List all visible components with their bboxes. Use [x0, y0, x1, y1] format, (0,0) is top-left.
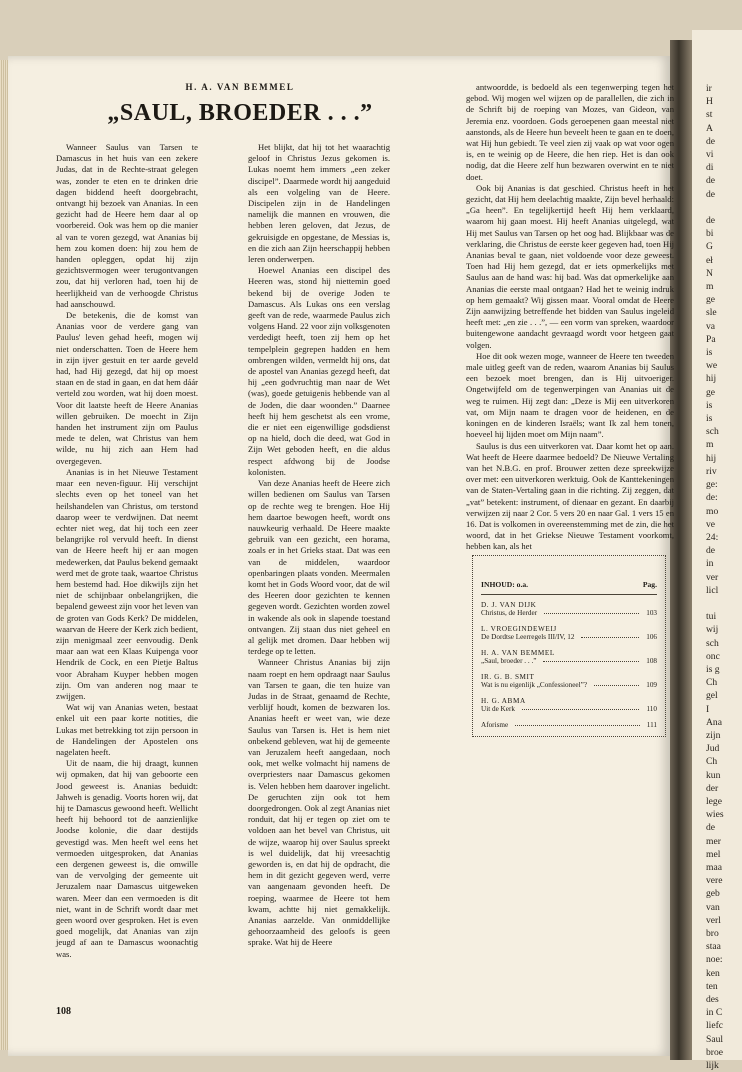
- toc-title: Wat is nu eigenlijk „Confessioneel”?: [481, 681, 588, 689]
- facing-page-line: m: [706, 439, 714, 451]
- paragraph: Hoewel Ananias een discipel des Heeren was, stond hij niettemin goed bekend bij de overige Joden te Damascus. Als Lukas ons een verslag geeft van de rede, waarmede Paulus zich volgens Hand. 22 voor zijn volksgenoten verdedigt heeft, toen zij hem op het tempelplein gegrepen hadden en hem ombrengen wilden, vermeldt hij ons, dat de apostel van Ananias gezegd heeft, dat hij „een godvruchtig man naar de Wet (was), goede getuigenis hebbende van al de Joden, die daar woonden.” Daarnee heeft hij hem geschetst als een vrome, die er niet een eigenwillige godsdienst op na hield, doch die deed, wat God in Zijn Wet geboden heeft, en die aldus respect afdwong bij de Joodse kolonisten.: [248, 265, 390, 477]
- toc-author: H. A. VAN BEMMEL: [481, 649, 555, 657]
- facing-page-line: is: [706, 413, 713, 425]
- facing-page-line: sle: [706, 307, 717, 319]
- facing-page-line: vere: [706, 875, 723, 887]
- facing-page-line: st: [706, 109, 713, 121]
- facing-page-line: der: [706, 782, 719, 794]
- toc-author: IR. G. B. SMIT: [481, 673, 535, 681]
- facing-page-line: ten: [706, 980, 718, 992]
- facing-page-line: gel: [706, 690, 718, 702]
- facing-page-line: maa: [706, 861, 722, 873]
- facing-page-line: is g: [706, 663, 720, 675]
- facing-page-line: de:: [706, 492, 718, 504]
- facing-page-line: [692, 201, 742, 214]
- facing-page-line: liefc: [706, 1020, 724, 1032]
- toc-page: 110: [646, 705, 657, 713]
- facing-page-line: hij: [706, 452, 717, 464]
- facing-page-line: noe:: [706, 954, 723, 966]
- text-column-1: [56, 142, 198, 960]
- facing-page-line: we: [706, 360, 718, 372]
- facing-page-line: N: [706, 267, 713, 279]
- facing-page-line: is: [706, 399, 713, 411]
- facing-page-line: [692, 597, 742, 610]
- paragraph: Wanneer Saulus van Tarsen te Damascus in het huis van een zekere Judas, dat in de Rechte-straat gelegen was, zonder te eten en te drinken drie dagen biddend heeft doorgebracht, ontvangt hij bezoek van Ananias. In een gezicht had de Heere hem daar al op voorbereid. Ook was hem op die manier al van te voren gezegd, wat Ananias bij hem zou komen doen: hij zou hem de handen opleggen, opdat hij zijn gezichtsvermogen weer terugontvangen zou, dat hij verloren had, toen hij de heerlijkheid van de verhoogde Christus had aanschouwd.: [56, 142, 198, 309]
- facing-page-line: ge: [706, 294, 716, 306]
- paragraph: Wanneer Christus Ananias bij zijn naam roept en hem opdraagt naar Saulus van Tarsen te gaan, die ten huize van Judas in de Straat, genaamd de Rechte, verblijf houdt, komen de bezwaren los. Ananias heeft er weet van, wie deze Saulus van Tarsen is. Het is hem niet onbekend gebleven, wat hij de gemeente van Jeruzalem heeft aangedaan, noch ook, met welke volmacht hij namens de overpriesters naar Damascus gekomen is. Velen hebben hem daarover ingelicht. De geruchten zijn ook tot hem doorgedrongen. Ook al zegt Ananias niet ronduit, dat hij er tegen op ziet om te voldoen aan het bevel van Christus, uit de wijze, waarop hij over Saulus spreekt is wel duidelijk, dat hij vreesachtig geworden is, en dat hij de opdracht, die hem in dit gezicht gegeven werd, verre van aangenaam gevonden heeft. De roeping, waarmee de Heere tot hem kwam, achtte hij niet gemakkelijk. Ananias aarzelde. Van onmiddellijke gehoorzaamheid des geloofs is geen sprake. Wat hij de Heere: [248, 657, 390, 948]
- facing-page-line: m: [706, 281, 714, 293]
- paragraph: Het blijkt, dat hij tot het waarachtig geloof in Christus Jezus gekomen is. Lukas noemt hem immers „een zeker discipel”. Daarmede wordt hij aangeduid als een volgeling van de Heere. Discipelen zijn in de Handelingen namelijk die mannen en vrouwen, die hebben leren geloven, dat Jezus, de gekruisigde en opgestane, de Messias is, en die zich aan Zijn heerschappij hebben leren onderwerpen.: [248, 142, 390, 265]
- facing-page-line: zijn: [706, 729, 721, 741]
- article-author: H. A. VAN BEMMEL: [185, 82, 295, 92]
- facing-page-line: mer: [706, 835, 721, 847]
- facing-page-line: ver: [706, 571, 719, 583]
- toc-page: 103: [646, 609, 657, 617]
- facing-page-line: de: [706, 188, 716, 200]
- toc-author: H. G. ABMA: [481, 697, 526, 705]
- facing-page-line: de: [706, 545, 716, 557]
- facing-page-line: des: [706, 994, 719, 1006]
- toc-page: 109: [646, 681, 657, 689]
- facing-page-line: Ana: [706, 716, 722, 728]
- toc-title: Christus, de Herder: [481, 609, 538, 617]
- facing-page-line: lijk: [706, 1060, 719, 1072]
- paragraph: Hoe dit ook wezen moge, wanneer de Heere ten tweeden male uitleg geeft van de reden, waarom Ananias bij Saulus een bezoek moet brengen, dan is Hij uitvoeriger. Ongetwijfeld om de tegenwerpingen van Ananias uit de weg te ruimen. Hij zegt dan: „Deze is Mij een uitverkoren vat, om Mijn naam te dragen voor de heidenen, en de koningen en de kinderen Israëls; want Ik zal hem tonen, hoeveel hij lijden moet om Mijn naam”.: [466, 350, 674, 440]
- facing-page-line: kun: [706, 769, 721, 781]
- facing-page-line: vi: [706, 149, 714, 161]
- facing-page-line: H: [706, 96, 713, 108]
- toc-title: Aforisme: [481, 721, 509, 729]
- facing-page-line: G: [706, 241, 713, 253]
- paragraph: Uit de naam, die hij draagt, kunnen wij opmaken, dat hij van geboorte een Jood geweest is. Ananias beduidt: Jahweh is genadig. Voorts horen wij, dat hij te Damascus gewoond heeft. Wellicht heeft hij behoord tot de aanzienlijke Joodse kolonie, die daar destijds gevestigd was. Men heeft wel eens het vermoeden uitgesproken, dat Ananias een dergenen geweest is, die omwille van de vervolging der gemeente uit Jeruzalem naar Damascus uitgeweken waren. Meer dan een vermoeden is dit niet, want in de Schrift wordt daar met geen woord over gesproken. Het is even goed mogelijk, dat Ananias van zijn jeugd af aan te Damascus woonachtig was.: [56, 758, 198, 959]
- facing-page-line: hij: [706, 373, 717, 385]
- article-title: „SAUL, BROEDER . . .”: [107, 100, 373, 126]
- facing-page-line: I: [706, 703, 710, 715]
- toc-entry[interactable]: [481, 673, 657, 689]
- facing-page-line: di: [706, 162, 714, 174]
- facing-page-line: staa: [706, 941, 721, 953]
- facing-page-line: Jud: [706, 743, 720, 755]
- facing-page-line: Ch: [706, 677, 718, 689]
- paragraph: Ananias is in het Nieuwe Testament maar een neven-figuur. Hij verschijnt slechts even op het toneel van het heilshandelen van Christus, om terstond daarop weer te verdwijnen. Dat neemt echter niet weg, dat hij toch een zeer belangrijke rol vervuld heeft. In dienst van de Heere heeft hij er aan mogen medewerken, dat Paulus bekend gemaakt werd met de grote taak, waartoe Christus hem bestemd had. Hoe dikwijls zijn het niet de schijnbaar onbelangrijken, die bepalend geweest zijn voor het leven van de groten van Gods Kerk? De middelen, waarvan de Heere der Kerk zich bedient, zijn menigmaal zeer eenvoudig. Denk maar aan wat een Klaas Kuipenga voor Hendrik de Cock, en een Pietje Baltus voor Abraham Kuyper hebben mogen zijn. Om van anderen nog maar te zwijgen.: [56, 466, 198, 701]
- toc-title: Uit de Kerk: [481, 705, 515, 713]
- paragraph: Van deze Ananias heeft de Heere zich willen bedienen om Saulus van Tarsen op de rechte weg te brengen. Hoe Hij hem daartoe bewogen heeft, wordt ons nauwkeurig verhaald. De Heere maakte gebruik van een gezicht, een horama, zoals er in het Grieks staat. Dat was een van de middelen, waardoor openbaringen plaats vonden. Meermalen komt het in Gods Woord voor, dat de wil des Heeren door gezichten te kennen gegeven wordt. Gezichten worden zowel in wakende als ook in slapende toestand ontvangen. Zij staan dus niet geheel en al gelijk met dromen. Daar hebben wij terdege op te letten.: [248, 478, 390, 657]
- facing-page-line: sch: [706, 637, 719, 649]
- toc-entry[interactable]: [481, 721, 657, 729]
- toc-entry[interactable]: [481, 625, 657, 641]
- toc-author: D. J. VAN DIJK: [481, 601, 537, 609]
- facing-page-line: 24:: [706, 531, 719, 543]
- facing-page-line: mel: [706, 848, 721, 860]
- facing-page-line: verl: [706, 914, 721, 926]
- facing-page-line: de: [706, 135, 716, 147]
- facing-page-line: va: [706, 320, 716, 332]
- facing-page-line: lege: [706, 795, 722, 807]
- facing-page-line: broe: [706, 1046, 724, 1058]
- toc-pag-label: Pag.: [642, 580, 657, 589]
- facing-page-line: riv: [706, 465, 717, 477]
- facing-page-line: van: [706, 901, 720, 913]
- facing-page-line: sch: [706, 426, 719, 438]
- facing-page-line: A: [706, 122, 713, 134]
- toc-header: [481, 556, 657, 595]
- toc-page: 106: [646, 633, 657, 641]
- facing-page-line: Pa: [706, 333, 716, 345]
- text-column-3: [466, 82, 674, 553]
- facing-page-line: bi: [706, 228, 714, 240]
- facing-page-line: mo: [706, 505, 719, 517]
- facing-page-line: de: [706, 175, 716, 187]
- toc-entry[interactable]: [481, 601, 657, 617]
- table-of-contents: [472, 555, 666, 737]
- facing-page-line: ir: [706, 83, 712, 94]
- paragraph: De betekenis, die de komst van Ananias voor de verdere gang van Paulus' leven gehad heeft, mogen wij niet onderschatten. Toen de Heere hem in zijn ijver gestuit en ter aarde geveld had, had Hij gezegd, dat hij op moest staan en de stad in gaan, en dat hem dáár verteld zou worden, wat hij doen moest. Voor dit laatste heeft de Heere Ananias willen gebruiken. De moecht in Zijn handen het instrument zijn om Paulus mede te delen, wat Christus van hem wilde, nu hij zich aan Hem had overgegeven.: [56, 310, 198, 466]
- toc-entry[interactable]: [481, 649, 657, 665]
- facing-page-line: in C: [706, 1007, 723, 1019]
- text-column-2: [248, 142, 390, 949]
- facing-page-line: wij: [706, 624, 719, 636]
- facing-page-line: bro: [706, 928, 719, 939]
- facing-page-line: wies: [706, 809, 724, 821]
- toc-heading: INHOUD: o.a.: [481, 580, 529, 589]
- facing-page-line: ve: [706, 518, 716, 530]
- paragraph: Saulus is dus een uitverkoren vat. Daar komt het op aan. Wat heeft de Heere daarmee bedoeld? De Nieuwe Vertaling van het N.B.G. en prof. Brouwer zetten deze spreekwijze over met: een uitverkoren werktuig. Ook de Kanttekeningen van de Staten-Vertaling gaan in die richting. Zij zeggen, dat „vat” betekent: instrument, of dienaar en gezant. En daarbij verwijzen zij naar 2 Cor. 5 vers 20 en naar Gal. 1 vers 15 en 16. Dat is volkomen in overeenstemming met de zin, die het woord, dat in het Griekse Nieuwe Testament voorkomt, hebben kan, als het: [466, 440, 674, 552]
- facing-page-line: is: [706, 347, 713, 359]
- toc-page: 111: [646, 721, 657, 729]
- right-page-fragment: [692, 30, 742, 1072]
- paragraph: Wat wij van Ananias weten, bestaat enkel uit een paar korte notities, die Lukas met betrekking tot zijn persoon in de Handelingen der Apostelen ons nagelaten heeft.: [56, 702, 198, 757]
- facing-page-line: de: [706, 215, 716, 227]
- facing-page-line: tui: [706, 611, 717, 623]
- facing-page-line: geb: [706, 888, 720, 900]
- facing-page-line: ken: [706, 967, 720, 979]
- facing-page-line: Ch: [706, 756, 718, 768]
- toc-page: 108: [646, 657, 657, 665]
- facing-page-line: eł: [706, 254, 713, 266]
- facing-page-line: onc: [706, 650, 720, 662]
- toc-title: De Dordtse Leerregels III/IV, 12: [481, 633, 575, 641]
- page-number: 108: [56, 1006, 71, 1017]
- paragraph: antwoordde, is bedoeld als een tegenwerping tegen het gebod. Wij mogen wel wijzen op de parallellen, die zich in de Schrift bij de roeping van Mozes, van Gideon, van Jeremia enz. voordoen. Gods geroepenen gaan meestal niet aanstonds, als de Heere hun beveelt heen te gaan en te doen, wat Hij hun gebiedt. Te veel zien zij vaak op wat voor ogen is, en te weinig op de Heere, die hen riep. Het is dan ook nodig, dat die Heere zelf hun bezwaren overwint en te niet doet.: [466, 82, 674, 182]
- toc-title: „Saul, broeder . . .”: [481, 657, 537, 665]
- facing-page-line: in: [706, 558, 714, 570]
- facing-page-line: de: [706, 822, 716, 834]
- toc-entry[interactable]: [481, 697, 657, 713]
- toc-author: L. VROEGINDEWEIJ: [481, 625, 557, 633]
- facing-page-line: licl: [706, 584, 719, 596]
- facing-page-line: ge: [706, 386, 716, 398]
- facing-page-line: Saul: [706, 1033, 724, 1045]
- facing-page-line: ge:: [706, 479, 718, 491]
- paragraph: Ook bij Ananias is dat geschied. Christus heeft in het gezicht, dat Hij hem deelachtig maakte, Zijn bevel herhaald: „Ga heen”. En tegelijkertijd heeft Hij hem verklaard, waarom hij gaan moest. Hij heeft Ananias uitgelegd, wat Hij met Saulus van Tarsen op het oog had. Blijkbaar was de verklaring, die Christus de eerste keer gegeven had, toen Hij Ananias beval te gaan, niet voldoende voor deze geweest. Toen had Hij hem gezegd, dat er iets opmerkelijks met Saulus aan de hand was: hij bad. Was dat opmerkelijke aan Ananias die eerste maal ontgaan? Had het te weinig indruk op hem gemaakt? Wij gissen maar. Vooral omdat de Heere Zijn aanwijzing betreffende het bidden van Saulus ingeleid heeft met: „en zie . . .”, — een vorm van spreken, waardoor buitengewone aandacht gevraagd wordt voor hetgeen gaat volgen.: [466, 182, 674, 350]
